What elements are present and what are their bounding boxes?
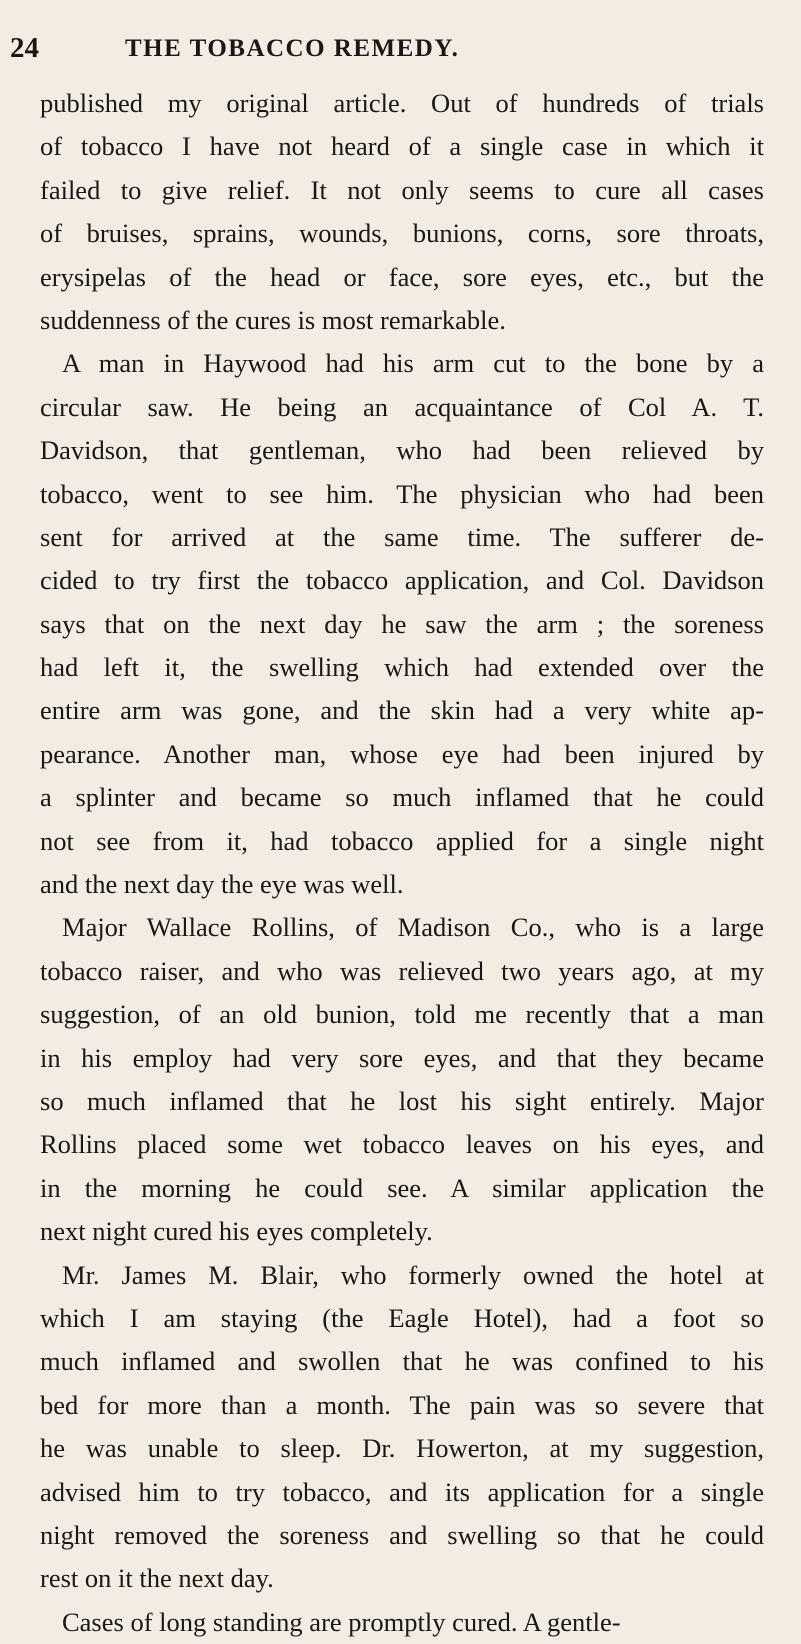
text-line: Cases of long standing are promptly cured. A gentle- (62, 1606, 621, 1637)
text-line: erysipelas of the head or face, sore eyes, etc., but the (40, 261, 764, 292)
text-line: and the next day the eye was well. (40, 869, 404, 900)
text-line: cided to try first the tobacco application, and Col. Davidson (40, 565, 764, 596)
text-line: circular saw. He being an acquaintance of Col A. T. (40, 391, 764, 422)
text-line: entire arm was gone, and the skin had a very white ap- (40, 695, 764, 726)
text-line: night removed the soreness and swelling so that he could (40, 1519, 764, 1550)
text-line: of bruises, sprains, wounds, bunions, corns, sore throats, (40, 218, 764, 249)
text-line: in the morning he could see. A similar application the (40, 1172, 764, 1203)
book-title: THE TOBACCO REMEDY. (125, 35, 460, 62)
text-line: tobacco, went to see him. The physician who had been (40, 478, 764, 509)
text-line: Rollins placed some wet tobacco leaves on his eyes, and (40, 1129, 764, 1160)
page-number: 24 (10, 32, 39, 64)
text-line: so much inflamed that he lost his sight entirely. Major (40, 1085, 764, 1116)
text-line: a splinter and became so much inflamed that he could (40, 782, 764, 813)
text-line: Mr. James M. Blair, who formerly owned the hotel at (62, 1259, 764, 1290)
text-line: published my original article. Out of hundreds of trials (40, 88, 764, 118)
text-line: tobacco raiser, and who was relieved two years ago, at my (40, 955, 764, 986)
text-line: sent for arrived at the same time. The sufferer de- (40, 521, 764, 552)
text-line: had left it, the swelling which had extended over the (40, 652, 764, 683)
text-line: says that on the next day he saw the arm ; the soreness (40, 608, 764, 639)
running-head (0, 0, 801, 80)
text-line: pearance. Another man, whose eye had been injured by (40, 738, 764, 769)
text-line: bed for more than a month. The pain was so severe that (40, 1389, 764, 1420)
text-line: which I am staying (the Eagle Hotel), had a foot so (40, 1302, 764, 1333)
text-line: he was unable to sleep. Dr. Howerton, at my suggestion, (40, 1433, 764, 1464)
text-line: suggestion, of an old bunion, told me recently that a man (40, 999, 764, 1030)
text-line: of tobacco I have not heard of a single case in which it (40, 131, 764, 162)
text-line: next night cured his eyes completely. (40, 1216, 433, 1247)
text-line: Davidson, that gentleman, who had been relieved by (40, 435, 764, 466)
text-line: Major Wallace Rollins, of Madison Co., who is a large (62, 912, 764, 943)
text-line: failed to give relief. It not only seems to cure all cases (40, 174, 764, 205)
text-line: not see from it, had tobacco applied for a single night (40, 825, 764, 856)
text-line: rest on it the next day. (40, 1563, 274, 1594)
body-text (40, 82, 764, 1644)
text-line: suddenness of the cures is most remarkable. (40, 304, 506, 335)
text-line: advised him to try tobacco, and its application for a single (40, 1476, 764, 1507)
text-line: A man in Haywood had his arm cut to the bone by a (62, 348, 764, 379)
text-line: much inflamed and swollen that he was confined to his (40, 1346, 764, 1377)
text-line: in his employ had very sore eyes, and that they became (40, 1042, 764, 1073)
